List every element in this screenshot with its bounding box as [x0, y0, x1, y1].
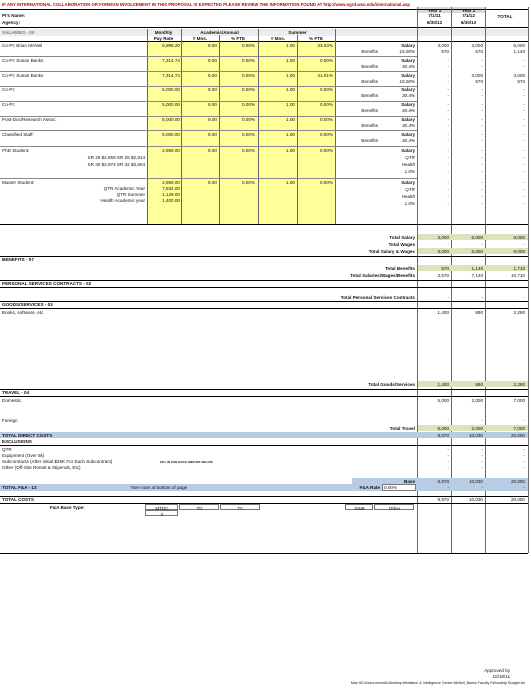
exclusion-equipment: Equipment (Over 5k): [2, 453, 45, 458]
total-personal-y2: -: [481, 295, 483, 300]
salary-row-y1-salary: -: [447, 57, 449, 63]
fa-y2: -: [481, 485, 483, 490]
salary-row-fte: 0.00%: [241, 87, 255, 93]
salary-row-name: Classified Staff:: [2, 131, 34, 137]
salary-row-y1-salary: -: [447, 102, 449, 108]
col-fte: % FTE: [230, 36, 246, 41]
total-travel-total: 7,000: [513, 426, 525, 431]
salary-row-total-salary: -: [523, 117, 525, 122]
ms-health-label: Health: [401, 194, 415, 199]
total-sal-wages-y1: 3,000: [437, 249, 449, 254]
salary-row-mos: 9.00: [208, 43, 217, 48]
ms-qtr-s-value: 1,129.00: [162, 192, 180, 197]
salary-row-summer-mos: 1.00: [286, 72, 295, 78]
exclusion-qtr: QTR: [2, 447, 12, 452]
phd-mos: 9.00: [208, 148, 217, 153]
fa-note: *See note at bottom of page: [130, 485, 188, 490]
international-notice: IF ANY INTERNATIONAL COLLABORATION OR FOREIGN INVOLVEMENT IN THIS PROPOSAL IS EXPECTED PLEASE REVIEW THE INFORMATION FOUND AT http://www.ogrd.wsu.edu/international.asp: [2, 2, 411, 7]
total-goods-total: 2,290: [513, 382, 525, 387]
ms-sfte: 0.00%: [319, 180, 333, 185]
phd-rate-label: 1.0%: [404, 169, 415, 174]
agency-label: Agency:: [2, 20, 21, 25]
salary-row-y1-benefits: -: [447, 137, 449, 143]
salary-row-fte: 0.00%: [241, 117, 255, 122]
base-type-other[interactable]: Other: [374, 504, 414, 510]
salary-row-fte: 0.00%: [241, 43, 255, 48]
year2-start: 7/1/12: [462, 13, 475, 18]
ms-qtr-label: QTR: [405, 187, 415, 192]
salary-row-y2-benefits: -: [481, 123, 483, 128]
salary-row-salary-label: Salary: [401, 102, 415, 108]
phd-health-label: Health: [401, 162, 415, 167]
salary-row-benefits-label: Benefits: [361, 93, 378, 99]
year1-end: 6/30/12: [426, 20, 443, 25]
salary-row-y1-salary: -: [447, 72, 449, 78]
base-type-td[interactable]: TD: [179, 504, 219, 510]
salary-row-rate: 7,314.74: [162, 72, 180, 78]
salary-row-mos: 9.00: [208, 117, 217, 122]
goods-section: GOODS/SERVICES - 03: [2, 302, 53, 307]
total-wages-y2: -: [481, 242, 483, 247]
exclusion-other: Other (Off-Site Rental & Stipends, Etc): [2, 465, 81, 470]
ms-smos: 1.00: [286, 180, 295, 185]
goods-item-total: 2,290: [513, 310, 525, 315]
salary-row-y2-salary: -: [481, 57, 483, 63]
salary-row-total-benefits: -: [523, 93, 525, 99]
salary-row-name: Post-Doc/Research Assoc:: [2, 117, 57, 122]
base-type-mtdc-mark-box[interactable]: [145, 510, 178, 516]
total-wages-label: Total Wages: [388, 242, 415, 247]
total-travel-label: Total Travel: [389, 426, 415, 431]
salary-row-benefits-label: Benefits: [361, 49, 378, 54]
benefits-section: BENEFITS - 07: [2, 257, 34, 262]
salary-row-total-benefits: -: [523, 63, 525, 69]
salary-row-name: Co-PI:: [2, 87, 16, 93]
salary-row-salary-label: Salary: [401, 57, 415, 63]
phd-name: PhD Student:: [2, 148, 30, 153]
salary-row-summer-mos: 1.00: [286, 87, 295, 93]
salary-row-total-salary: -: [523, 102, 525, 108]
salary-row-salary-label: Salary: [401, 43, 415, 48]
salary-row-total-benefits: 570: [517, 78, 525, 84]
direct-costs-y2: 10,030: [468, 432, 483, 438]
fa-rate-value: 0.00%: [384, 485, 398, 490]
ms-qtr-ay-label: QTR Academic Year: [103, 186, 145, 191]
salary-row-benefits-label: Benefits: [361, 78, 378, 84]
direct-costs-label: TOTAL DIRECT COSTS: [2, 432, 53, 438]
col-summer: Summer: [288, 30, 307, 35]
salary-row-y1-benefits: 570: [441, 49, 449, 54]
base-total: 20,000: [510, 478, 525, 484]
total-goods-y2: 890: [475, 382, 483, 387]
salary-row-total-benefits: -: [523, 137, 525, 143]
salary-row-rate: 5,000.00: [162, 117, 180, 122]
salary-row-y2-benefits: -: [481, 63, 483, 69]
salary-row-y2-salary: 3,000: [471, 72, 483, 78]
total-sw-benefits-total: 10,710: [510, 273, 525, 278]
ms-name: Master Student:: [2, 180, 35, 185]
ms-health-ay-label: Health Academic year: [100, 198, 145, 203]
total-costs-y2: 10,030: [468, 497, 483, 502]
salary-row-y2-salary: -: [481, 87, 483, 93]
year1-header: Year 1: [418, 7, 451, 13]
total-wages-total: -: [523, 242, 525, 247]
salary-row-y1-benefits: -: [447, 123, 449, 128]
salary-row-y2-benefits: -: [481, 108, 483, 114]
phd-fte: 0.00%: [241, 148, 255, 153]
total-sal-wages-y2: 6,000: [471, 249, 483, 254]
salary-row-rate: 5,000.00: [162, 131, 180, 137]
salary-row-y1-salary: 3,000: [437, 43, 449, 48]
salary-row-benefit-rate: 30.4%: [401, 108, 415, 114]
phd-qtr-label: QTR: [405, 155, 415, 160]
salary-row-name: Co-PI: Susan Banks: [2, 72, 44, 78]
salary-row-benefit-rate: 15.00%: [399, 78, 415, 84]
fa-y1: -: [447, 485, 449, 490]
total-benefits-y2: 1,140: [471, 266, 483, 271]
total-sw-benefits-y1: 3,570: [437, 273, 449, 278]
total-goods-y1: 1,400: [437, 382, 449, 387]
direct-costs-total: 20,000: [510, 432, 525, 438]
salary-row-summer-mos: 1.00: [286, 57, 295, 63]
travel-foreign: Foreign: [2, 418, 18, 423]
salary-row-rate: 5,000.00: [162, 102, 180, 108]
fa-rate-label: F&A Rate: [359, 485, 380, 490]
salary-row-y2-benefits: -: [481, 93, 483, 99]
salary-row-mos: 9.00: [208, 131, 217, 137]
salary-row-name: Co-PI: Susan Banks: [2, 57, 44, 63]
ms-mos: 9.00: [208, 180, 217, 185]
base-type-tc[interactable]: TC: [220, 504, 260, 510]
salary-row-benefits-label: Benefits: [361, 137, 378, 143]
salary-row-mos: 9.00: [208, 102, 217, 108]
col-mos2: # Mos.: [270, 36, 286, 41]
salary-row-name: Co-PI:: [2, 102, 16, 108]
ms-rate-label: 1.0%: [404, 201, 415, 206]
total-benefits-y1: 570: [441, 266, 449, 271]
salary-row-summer-fte: 33.33%: [317, 43, 333, 48]
goods-item-y2: 890: [475, 310, 483, 315]
phd-salary-label: Salary: [401, 148, 415, 153]
total-personal-total: -: [523, 295, 525, 300]
base-y2: 10,030: [468, 478, 483, 484]
total-salary-total: 9,000: [513, 235, 525, 240]
salary-row-y2-salary: 3,000: [471, 43, 483, 48]
total-travel-y1: 5,000: [437, 426, 449, 431]
col-fte2: % FTE: [308, 36, 324, 41]
personal-section: PERSONAL SERVICES CONTRACTS - 02: [2, 281, 92, 286]
travel-domestic-y2: 2,000: [471, 398, 483, 403]
base-type-mark: X: [160, 511, 164, 517]
salary-row-y1-benefits: -: [447, 93, 449, 99]
salary-row-fte: 0.00%: [241, 102, 255, 108]
base-type-label: F&A Base Type:: [50, 505, 85, 510]
total-benefits-label: Total Benefits: [384, 266, 415, 271]
salary-row-benefit-rate: 30.4%: [401, 123, 415, 128]
approved-by: Approved by: [484, 668, 510, 673]
total-costs-label: TOTAL COSTS: [2, 497, 34, 502]
salary-row-y2-salary: -: [481, 117, 483, 122]
salary-row-y2-benefits: -: [481, 137, 483, 143]
total-sal-wages-total: 9,000: [513, 249, 525, 254]
base-y1: 9,970: [437, 478, 449, 484]
ms-health-ay-value: 1,400.00: [162, 198, 180, 203]
phd-rate: 2,859.00: [162, 148, 180, 153]
year1-start: 7/1/11: [428, 13, 441, 18]
salary-row-summer-mos: 1.00: [286, 131, 295, 137]
salary-row-total-salary: -: [523, 131, 525, 137]
travel-domestic-y1: 5,000: [437, 398, 449, 403]
pi-name-label: PI's Name:: [2, 13, 26, 18]
salary-row-summer-fte: 0.00%: [319, 87, 333, 93]
file-path: Mac HD:Users:mcneilb:Desktop:Mediation & Intelligence Center:McNeil_Banks Faculty Fellowship Budget.xls: [350, 681, 525, 685]
salary-row-y1-benefits: -: [447, 108, 449, 114]
goods-item: Books, software, etc: [2, 310, 44, 315]
travel-foreign-y1: -: [447, 418, 449, 423]
fa-total: -: [523, 485, 525, 490]
salary-row-summer-mos: 1.00: [286, 102, 295, 108]
travel-foreign-total: -: [523, 418, 525, 423]
direct-costs-y1: 9,970: [437, 432, 449, 438]
salary-row-total-salary: 3,000: [513, 72, 525, 78]
ms-fte: 0.00%: [241, 180, 255, 185]
fa-label: TOTAL F&A - 13: [2, 485, 37, 490]
exclusion-subcontracts: Subcontracts (After initial $25K For Each Subcontract): [2, 459, 113, 464]
goods-item-y1: 1,400: [437, 310, 449, 315]
base-type-mtdc[interactable]: MTDC: [145, 504, 178, 510]
salary-row-total-salary: 6,000: [513, 43, 525, 48]
phd-smos: 1.00: [286, 148, 295, 153]
travel-section: TRAVEL - 04: [2, 390, 30, 395]
ms-qtr-ay-value: 7,834.00: [162, 186, 180, 191]
salary-row-y1-salary: -: [447, 117, 449, 122]
total-costs-y1: 9,970: [437, 497, 449, 502]
salary-row-total-benefits: -: [523, 108, 525, 114]
salary-row-mos: 9.00: [208, 57, 217, 63]
salary-row-y1-benefits: -: [447, 78, 449, 84]
total-personal-label: Total Personal Services Contracts: [340, 295, 415, 300]
approved-date: 10/18/11: [492, 674, 510, 679]
salary-row-total-salary: -: [523, 57, 525, 63]
total-travel-y2: 2,000: [471, 426, 483, 431]
salary-row-rate: 6,999.20: [162, 43, 180, 48]
travel-domestic-total: 7,000: [513, 398, 525, 403]
ms-salary-label: Salary: [401, 180, 415, 185]
col-academic: Academic/Annual: [200, 30, 239, 35]
salary-row-benefits-label: Benefits: [361, 108, 378, 114]
year2-header: Year 2: [452, 7, 485, 13]
salary-row-summer-fte: 41.01%: [317, 72, 333, 78]
salary-row-y1-salary: -: [447, 131, 449, 137]
ms-qtr-s-label: QTR Summer: [116, 192, 145, 197]
salary-row-y2-salary: -: [481, 131, 483, 137]
salary-row-salary-label: Salary: [401, 131, 415, 137]
salary-row-summer-mos: 1.00: [286, 43, 295, 48]
salary-row-y2-benefits: 570: [475, 49, 483, 54]
salary-row-summer-fte: 0.00%: [319, 131, 333, 137]
salary-row-mos: 9.00: [208, 87, 217, 93]
total-benefits-total: 1,710: [513, 266, 525, 271]
salary-row-rate: 7,314.74: [162, 57, 180, 63]
salary-row-fte: 0.00%: [241, 131, 255, 137]
phd-sr-rates-1: SR 26 $2,859 SR 28 $2,914: [87, 155, 145, 160]
salary-row-mos: 9.00: [208, 72, 217, 78]
ms-rate: 2,859.00: [162, 180, 180, 185]
total-salary-y2: 6,000: [471, 235, 483, 240]
salary-row-salary-label: Salary: [401, 87, 415, 93]
salary-row-summer-fte: 0.00%: [319, 117, 333, 122]
col-payrate: Pay Rate: [153, 36, 174, 41]
phd-sr-rates-2: SR 30 $2,974 SR 32 $3,604: [87, 162, 145, 167]
total-goods-label: Total Goods/Services: [368, 382, 415, 387]
base-label: Base: [404, 478, 415, 484]
total-salary-label: Total Salary: [389, 235, 415, 240]
col-mos: # Mos.: [192, 36, 208, 41]
exclusions-section: EXCLUSIONS: [2, 439, 32, 444]
salary-row-benefit-rate: 30.4%: [401, 93, 415, 99]
salary-row-total-benefits: -: [523, 123, 525, 128]
total-sal-wages-label: Total Salary & Wages: [368, 249, 415, 254]
total-sw-benefits-label: Total Salaries/Wages/Benefits: [350, 273, 415, 278]
salary-row-name: Co-PI: Brian McNeil: [2, 43, 43, 48]
salary-row-fte: 0.00%: [241, 57, 255, 63]
exclusion-sub-note: FILL IN SUB DOCS AMOUNT BELOW: [160, 459, 213, 464]
salary-row-y1-benefits: -: [447, 63, 449, 69]
total-header: TOTAL: [497, 14, 513, 19]
salary-row-salary-label: Salary: [401, 72, 415, 78]
total-sw-benefits-y2: 7,140: [471, 273, 483, 278]
salary-row-y2-salary: -: [481, 102, 483, 108]
total-costs-total: 20,000: [510, 497, 525, 502]
salary-row-salary-label: Salary: [401, 117, 415, 122]
total-salary-y1: 3,000: [437, 235, 449, 240]
salary-row-benefits-label: Benefits: [361, 123, 378, 128]
base-type-swb[interactable]: SWB: [345, 504, 373, 510]
salary-row-total-benefits: 1,140: [513, 49, 525, 54]
phd-sfte: 0.00%: [319, 148, 333, 153]
salary-row-fte: 0.00%: [241, 72, 255, 78]
salary-row-total-salary: -: [523, 87, 525, 93]
total-personal-y1: -: [447, 295, 449, 300]
salary-row-benefit-rate: 30.4%: [401, 137, 415, 143]
travel-foreign-y2: -: [481, 418, 483, 423]
salary-row-benefits-label: Benefits: [361, 63, 378, 69]
salary-row-benefit-rate: 15.00%: [399, 49, 415, 54]
salary-row-summer-fte: 0.00%: [319, 102, 333, 108]
salary-row-y2-benefits: 570: [475, 78, 483, 84]
travel-domestic: Domestic: [2, 398, 22, 403]
year2-end: 6/30/13: [460, 20, 477, 25]
salary-row-benefit-rate: 30.4%: [401, 63, 415, 69]
total-wages-y1: -: [447, 242, 449, 247]
salary-row-summer-mos: 1.00: [286, 117, 295, 122]
salary-row-rate: 5,000.00: [162, 87, 180, 93]
salary-row-y1-salary: -: [447, 87, 449, 93]
salary-row-summer-fte: 0.00%: [319, 57, 333, 63]
col-monthly: Monthly: [154, 30, 173, 35]
